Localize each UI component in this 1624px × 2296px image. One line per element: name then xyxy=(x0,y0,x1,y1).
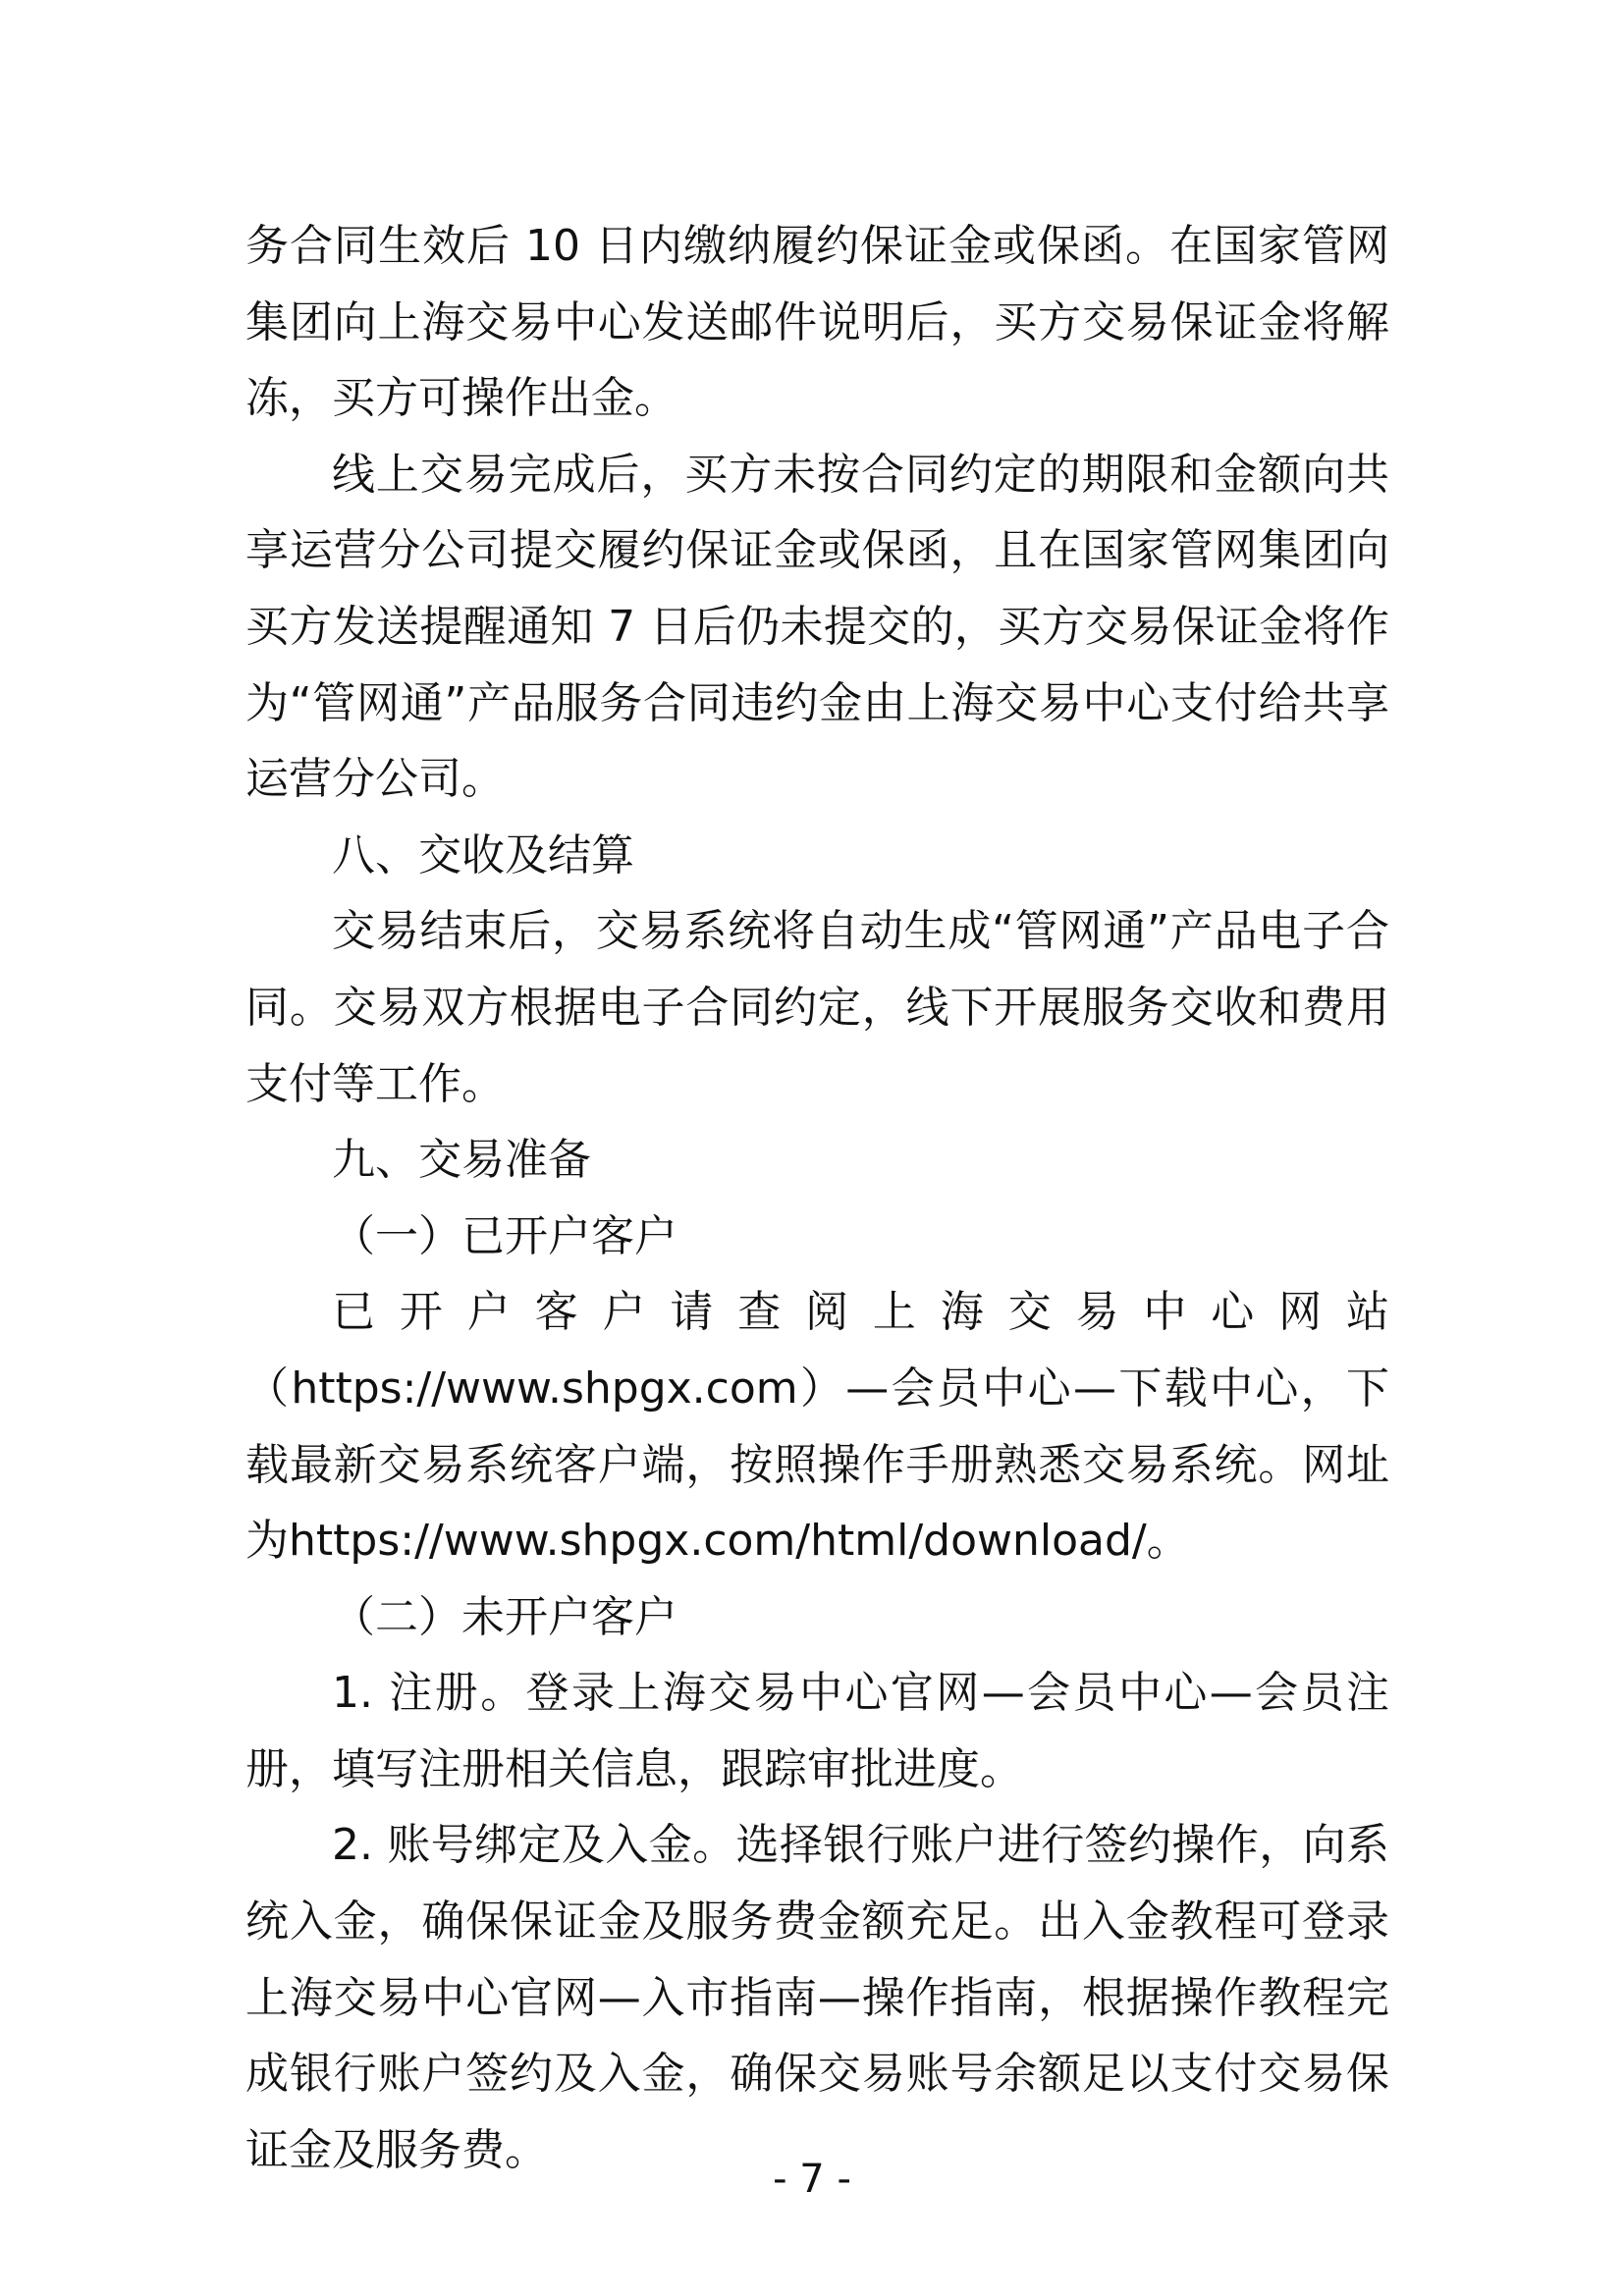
paragraph-existing-clients-lead: 已开户客户请查阅上海交易中心网站 xyxy=(332,1287,1389,1338)
paragraph-deposit-unfreeze: 务合同生效后 10 日内缴纳履约保证金或保函。在国家管网集团向上海交易中心发送邮件说明后，买方交易保证金将解冻，买方可操作出金。 xyxy=(245,221,1389,424)
subheading-new-clients: （二）未开户客户 xyxy=(332,1591,677,1642)
section-heading-settlement: 八、交收及结算 xyxy=(332,829,634,881)
subheading-existing-clients: （一）已开户客户 xyxy=(332,1210,677,1261)
paragraph-registration: 1. 注册。登录上海交易中心官网—会员中心—会员注册，填写注册相关信息，跟踪审批进度。 xyxy=(245,1668,1389,1794)
section-heading-preparation: 九、交易准备 xyxy=(332,1135,591,1186)
paragraph-breach-penalty: 线上交易完成后，买方未按合同约定的期限和金额向共享运营分公司提交履约保证金或保函，且在国家管网集团向买方发送提醒通知 7 日后仍未提交的，买方交易保证金将作为“管网通”产品服务合同违约金由上海交易中心支付给共享运营分公司。 xyxy=(245,449,1389,805)
paragraph-settlement: 交易结束后，交易系统将自动生成“管网通”产品电子合同。交易双方根据电子合同约定，线下开展服务交收和费用支付等工作。 xyxy=(245,906,1389,1109)
paragraph-account-binding: 2. 账号绑定及入金。选择银行账户进行签约操作，向系统入金，确保保证金及服务费金额充足。出入金教程可登录上海交易中心官网—入市指南—操作指南，根据操作教程完成银行账户签约及入金，确保交易账号余额足以支付交易保证金及服务费。 xyxy=(245,1820,1389,2175)
page-number: - 7 - xyxy=(773,2157,851,2202)
paragraph-existing-clients-detail: （https://www.shpgx.com）—会员中心—下载中心，下载最新交易系统客户端，按照操作手册熟悉交易系统。网址为https://www.shpgx.com/html/download/。 xyxy=(245,1362,1389,1567)
document-body xyxy=(245,208,1389,2188)
